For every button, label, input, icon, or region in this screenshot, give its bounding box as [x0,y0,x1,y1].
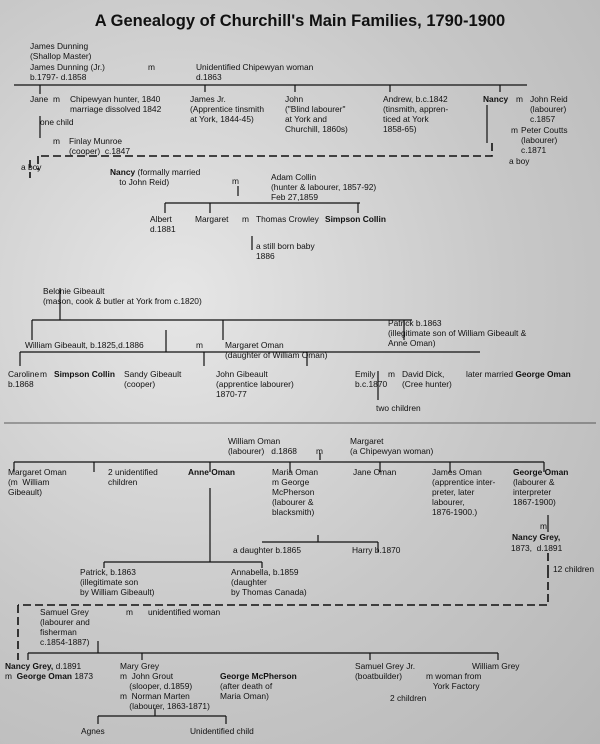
george-oman: George Oman [513,467,569,477]
margaret-oman: Margaret Oman (m William Gibeault) [8,467,67,497]
adam-collin: Adam Collin (hunter & labourer, 1857-92) Feb 27,1859 [271,172,377,202]
unidentified-children: 2 unidentified children [108,467,158,487]
john: John ("Blind labourer" at York and Churchill, 1860s) [285,94,348,134]
william-grey: William Grey [472,661,520,671]
marriage-m: m [126,607,133,617]
nancy: Nancy [483,94,509,104]
andrew: Andrew, b.c.1842 (tinsmith, appren- ticed at York 1858-65) [383,94,449,134]
nancy-note: (formally married to John Reid) [119,167,201,187]
marriage-m: m [148,62,155,72]
nancy-grey-entry [5,661,81,671]
harry: Harry b.1870 [352,545,401,555]
twelve-children: 12 children [553,564,594,574]
margaret-chipewyan: Margaret (a Chipewyan woman) [350,436,434,456]
marriage-m: m [388,369,395,379]
simpson-collin: Simpson Collin [54,369,115,379]
jane-oman: Jane Oman [353,467,397,477]
marriage-m: m [511,125,518,135]
later-married [466,369,571,379]
marriage-year: 1873 [72,671,93,681]
margaret-oman: Margaret Oman (daughter of William Oman) [225,340,328,360]
john-gibeault: John Gibeault (apprentice labourer) 1870-77 [216,369,294,399]
maria-oman: Maria Oman m George McPherson (labourer & blacksmith) [272,467,319,517]
samuel-grey-jr: Samuel Grey Jr. (boatbuilder) [355,661,416,681]
sandy-gibeault: Sandy Gibeault (cooper) [124,369,182,389]
marriage-m: m [516,94,523,104]
simpson-collin: Simpson Collin [325,214,386,224]
one-child: one child [40,117,74,127]
nancy-grey-dates: 1873, d.1891 [511,543,563,553]
nancy-grey: Nancy Grey, [512,532,561,542]
stillborn-baby: a still born baby 1886 [256,241,315,261]
daughter-1865: a daughter b.1865 [233,545,301,555]
george-oman: George Oman [515,369,571,379]
later-married-label: later married [466,369,516,379]
mary-grey: Mary Grey m John Grout (slooper, d.1859) m Norman Marten (labourer, 1863-1871) [120,661,210,711]
marriage-m: m [53,94,60,104]
nancy-grey: Nancy Grey, [5,661,54,671]
page-title: A Genealogy of Churchill's Main Families, 1790-1900 [94,12,506,30]
patrick: Patrick b.1863 (illegitimate son of William Gibeault & Anne Oman) [388,318,527,348]
william-gibeault: William Gibeault, b.1825,d.1886 [25,340,144,350]
york-factory-woman: m woman from York Factory [426,671,482,691]
nancy-marriage [5,671,93,681]
mcpherson-note: (after death of Maria Oman) [220,681,273,701]
chipewyan-wife: Unidentified Chipewyan woman d.1863 [196,62,314,82]
unidentified-child: Unidentified child [190,726,254,736]
samuel-grey: Samuel Grey (labourer and fisherman c.1854-1887) [40,607,90,647]
william-oman: William Oman (labourer) d.1868 [228,436,297,456]
marriage-m: m [232,176,239,186]
marriage-m: m [53,136,60,146]
belonie-gibeault: Belonie Gibeault (mason, cook & butler at York from c.1820) [43,286,202,306]
two-children: 2 children [390,693,427,703]
james-dunning-jr: James Dunning (Jr.) b.1797- d.1858 [30,62,105,82]
james-oman: James Oman (apprentice inter- preter, later labourer, 1876-1900.) [432,467,496,517]
george-oman: George Oman [16,671,73,681]
caroline: Caroline b.1868 [8,369,40,389]
james-jr: James Jr. (Apprentice tinsmith at York, 1844-45) [190,94,265,124]
marriage-m: m [316,446,323,456]
george-mcpherson: George McPherson [220,671,297,681]
annabella: Annabella, b.1859 (daughter by Thomas Canada) [231,567,307,597]
patrick: Patrick, b.1863 (illegitimate son by William Gibeault) [80,567,155,597]
albert: Albert d.1881 [150,214,176,234]
james-dunning-sr: James Dunning (Shallop Master) [30,41,92,61]
jane: Jane [30,94,49,104]
a-boy: a boy [509,156,530,166]
chipewyan-hunter: Chipewyan hunter, 1840 marriage dissolved 1842 [70,94,162,114]
marriage-m: m [40,369,47,379]
nancy: Nancy [110,167,136,177]
anne-oman: Anne Oman [188,467,235,477]
marriage-m: m [242,214,249,224]
margaret: Margaret [195,214,229,224]
nancy-formal [110,167,200,187]
agnes: Agnes [81,726,105,736]
marriage-m: m [540,521,547,531]
unidentified-woman: unidentified woman [148,607,221,617]
marriage-m: m [5,671,17,681]
marriage-m: m [196,340,203,350]
thomas-crowley: Thomas Crowley [256,214,319,224]
peter-coutts: Peter Coutts (labourer) c.1871 [521,125,568,155]
john-reid: John Reid (labourer) c.1857 [530,94,568,124]
finlay-munroe: Finlay Munroe (cooper) c.1847 [69,136,130,156]
a-boy: a boy [21,162,42,172]
george-note: (labourer & interpreter 1867-1900) [513,477,556,507]
two-children: two children [376,403,421,413]
emily: Emily b.c.1870 [355,369,388,389]
nancy-grey-death: d.1891 [53,661,82,671]
david-dick: David Dick, (Cree hunter) [402,369,452,389]
